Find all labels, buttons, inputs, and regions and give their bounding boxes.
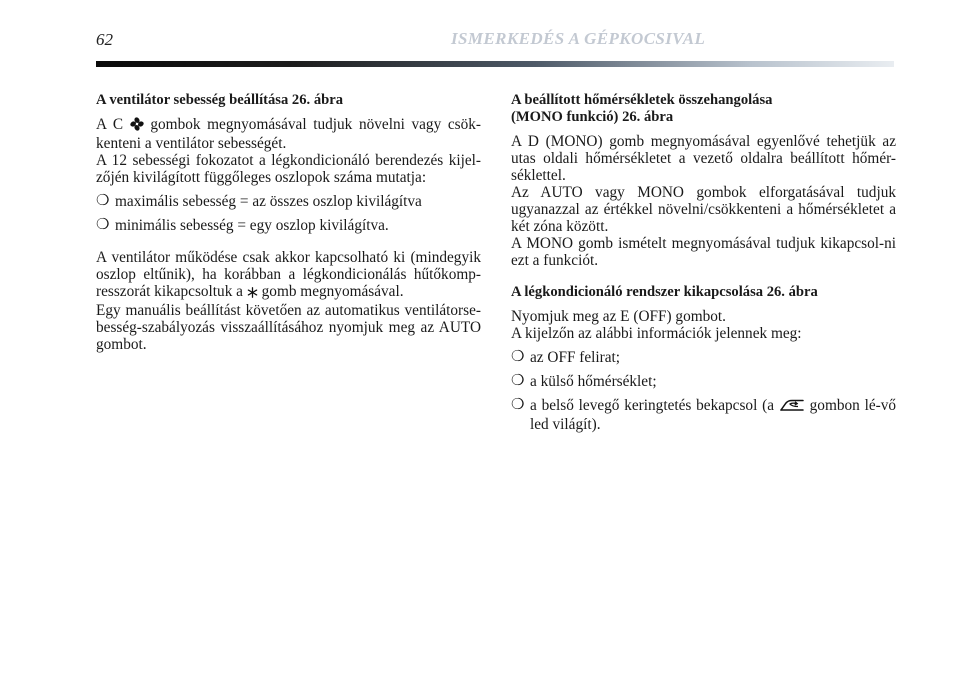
- list-item: ❍ a belső levegő keringtetés bekapcsol (a gombon lé-vő led világít).: [511, 397, 897, 433]
- bullet-mark-icon: ❍: [511, 397, 525, 413]
- fan-speed-paragraph-2: A 12 sebességi fokozatot a légkondicionáló berendezés kijel-zőjén kivilágított függőleges oszlopok száma mutatja:: [96, 152, 481, 186]
- recirculation-icon: [779, 399, 805, 416]
- fan-speed-heading: A ventilátor sebesség beállítása 26. ábra: [96, 92, 344, 108]
- right-column: [511, 92, 896, 433]
- fan-off-paragraph: A ventilátor működése csak akkor kapcsolható ki (mindegyik oszlop eltűnik), ha korábban a légkondicionálás hűtőkomp-resszorát kikapcsoltuk a gomb megnyomásával.: [96, 249, 481, 300]
- bullet-mark-icon: ❍: [96, 193, 110, 209]
- auto-restore-paragraph: Egy manuális beállítást követően az automatikus ventilátorse-besség-szabályozás visszaállításához nyomjuk meg az AUTO gombot.: [96, 302, 481, 353]
- fan-speed-paragraph-1: A C gombok megnyomásával tudjuk növelni vagy csök-kenteni a ventilátor sebességét.: [96, 116, 482, 152]
- list-item: ❍ maximális sebesség = az összes oszlop kivilágítva: [96, 193, 422, 210]
- mono-heading: A beállított hőmérsékletek összehangolása (MONO funkció) 26. ábra: [511, 92, 773, 125]
- bullet-mark-icon: ❍: [511, 373, 525, 389]
- header-rule: [96, 61, 894, 67]
- list-item: ❍ a külső hőmérséklet;: [511, 373, 657, 390]
- mono-paragraph-2: Az AUTO vagy MONO gombok elforgatásával tudjuk ugyanazzal az értékkel növelni/csökkenteni a hőmérsékletet a két zóna között.: [511, 184, 896, 235]
- ac-off-paragraph-2: A kijelzőn az alábbi információk jelennek meg:: [511, 325, 802, 342]
- running-title: ISMERKEDÉS A GÉPKOCSIVAL: [451, 29, 706, 48]
- left-column: [96, 92, 481, 353]
- ac-off-paragraph-1: Nyomjuk meg az E (OFF) gombot.: [511, 308, 726, 325]
- mono-paragraph-1: A D (MONO) gomb megnyomásával egyenlővé tehetjük az utas oldali hőmérsékletet a vezető oldalra beállított hőmér-séklettel.: [511, 133, 896, 184]
- ac-off-heading: A légkondicionáló rendszer kikapcsolása 26. ábra: [511, 284, 818, 300]
- fan-icon: [130, 117, 144, 135]
- bullet-mark-icon: ❍: [511, 349, 525, 365]
- mono-paragraph-3: A MONO gomb ismételt megnyomásával tudjuk kikapcsol-ni ezt a funkciót.: [511, 235, 896, 269]
- bullet-mark-icon: ❍: [96, 217, 110, 233]
- list-item: ❍ az OFF felirat;: [511, 349, 621, 366]
- list-item: ❍ minimális sebesség = egy oszlop kivilágítva.: [96, 217, 389, 234]
- snowflake-icon: [247, 285, 258, 302]
- page-number: 62: [96, 30, 113, 49]
- page-header: [96, 28, 864, 52]
